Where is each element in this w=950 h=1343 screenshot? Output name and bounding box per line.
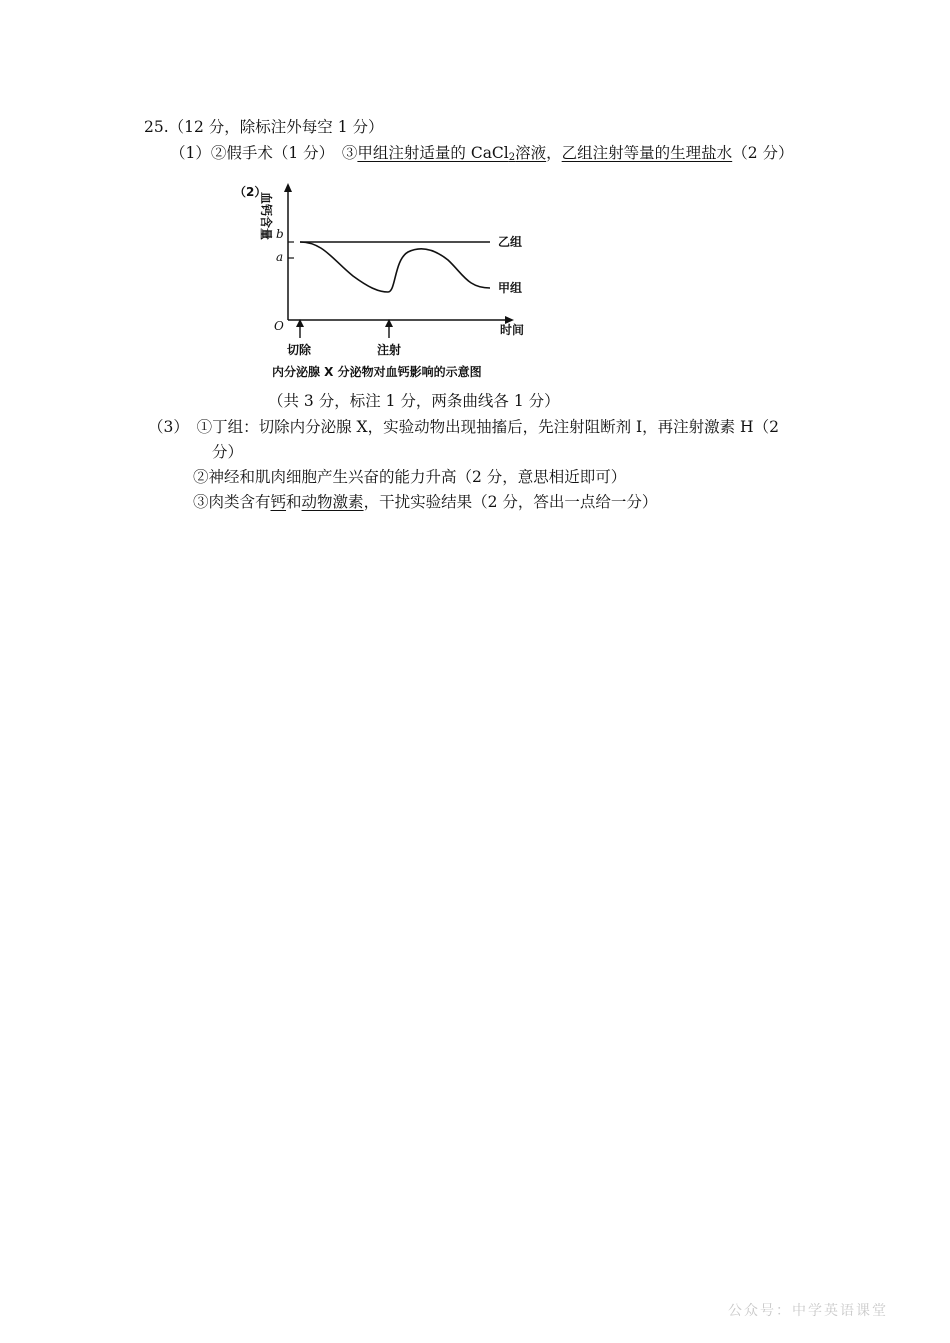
part-2-label: （2） [234,185,267,199]
answer-part-1: （1）②假手术（1 分） ③甲组注射适量的 CaCl$_2$溶液，乙组注射等量的生理盐水（2 分） [170,144,794,163]
question-header: 25.（12 分，除标注外每空 1 分） [144,118,384,136]
figure-caption: 内分泌腺 X 分泌物对血钙影响的示意图 [272,365,482,379]
part-1-answer-yi: 乙组注射等量的生理盐水 [561,144,733,162]
part-2-note: （共 3 分，标注 1 分，两条曲线各 1 分） [268,392,560,410]
arrow-2-label: 注射 [377,343,402,357]
part-3-line-1b: 分） [212,443,244,461]
part-1-suffix: （2 分） [732,144,794,162]
curve-jia [300,242,490,292]
y-axis-label: 血钙含量 [259,192,273,241]
part-3-line-1: （3） ①丁组：切除内分泌腺 X，实验动物出现抽搐后，先注射阻断剂 I，再注射激素 H（2 [148,418,779,436]
watermark: 公众号：中学英语课堂 [728,1303,888,1319]
answer-calcium: 钙 [270,493,287,511]
part-3-line-2: ②神经和肌肉细胞产生兴奋的能力升高（2 分，意思相近即可） [193,468,627,486]
tick-b: b [276,227,284,241]
curve-jia-label: 甲组 [498,281,523,295]
x-axis-label: 时间 [500,323,525,337]
part-1-prefix: （1）②假手术（1 分） ③ [170,144,358,162]
answer-hormone: 动物激素 [301,493,364,511]
tick-a: a [276,250,284,264]
calcium-figure [228,180,548,380]
part-3-line-3: ③肉类含有钙和动物激素，干扰实验结果（2 分，答出一点给一分） [193,493,658,511]
curve-yi-label: 乙组 [498,235,523,249]
arrow-1-label: 切除 [287,343,312,357]
part-1-answer-jia: 甲组注射适量的 CaCl$_2$溶液 [357,144,547,163]
y-axis-arrow-icon [284,183,292,192]
origin-label: O [274,319,284,333]
